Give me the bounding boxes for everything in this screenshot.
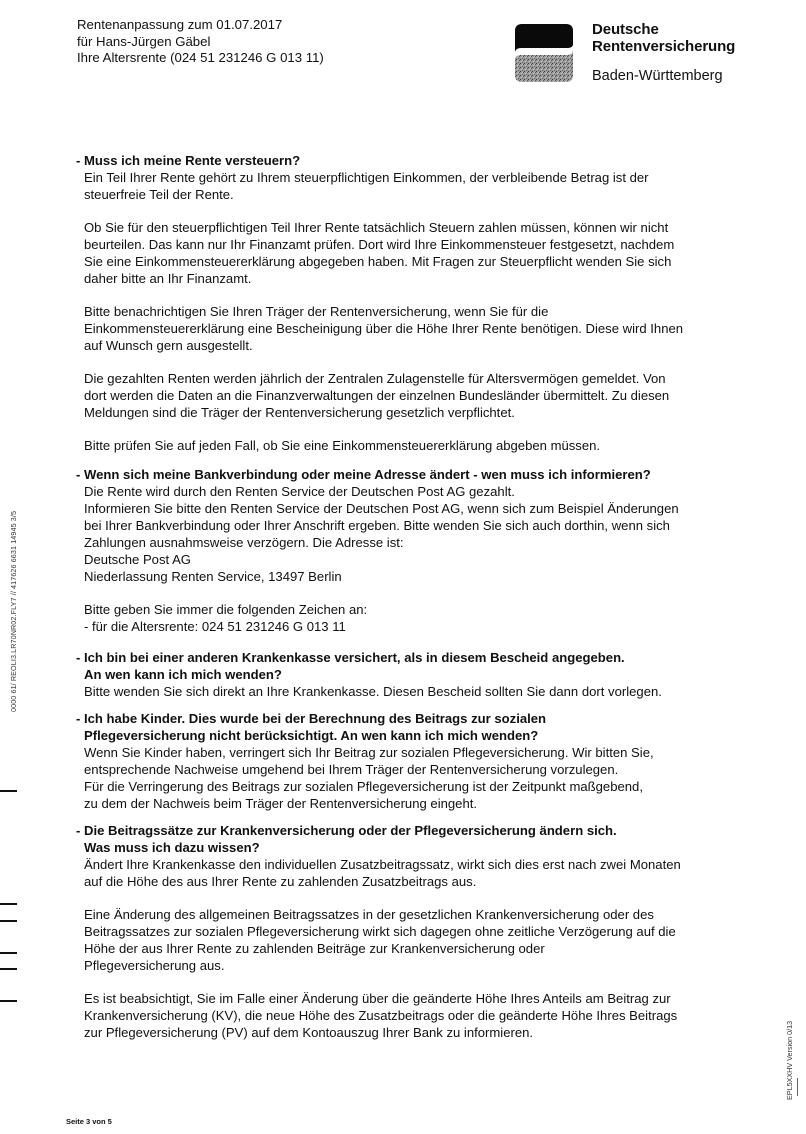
faq-question-text — [84, 710, 756, 744]
faq-section — [76, 466, 756, 635]
reference-recipient: für Hans-Jürgen Gäbel — [77, 33, 211, 49]
form-version-code: EPL5XXHV Version 0/13 — [785, 1020, 794, 1100]
margin-rule — [797, 1078, 798, 1096]
answer-line: Höhe der aus Ihrer Rente zu zahlenden Beiträge zur Krankenversicherung oder — [84, 941, 545, 956]
print-control-code: 0000 61/ REOLI3.LR70NR02.FLY7 // 417626 6631 14945 3/5 — [9, 510, 18, 712]
answer-line: Einkommensteuererklärung eine Bescheinigung über die Höhe Ihrer Rente benötigen. Diese wird Ihnen — [84, 321, 684, 336]
answer-paragraph — [84, 856, 756, 890]
answer-line: Beitragssatzes zur sozialen Pflegeversicherung wirkt sich dagegen ohne zeitliche Verzögerung auf die — [84, 924, 676, 939]
answer-paragraph — [84, 219, 756, 287]
scan-mark — [0, 952, 17, 954]
faq-question — [76, 822, 756, 856]
answer-paragraph — [84, 906, 756, 974]
answer-line: Niederlassung Renten Service, 13497 Berlin — [84, 569, 342, 584]
letter-reference — [77, 17, 324, 67]
answer-line: entsprechende Nachweise umgehend bei Ihrem Träger der Rentenversicherung vorzulegen. — [84, 762, 619, 777]
faq-answer — [76, 683, 756, 700]
faq-section — [76, 649, 756, 700]
question-line: Ich bin bei einer anderen Krankenkasse versichert, als in diesem Bescheid angegeben. — [84, 650, 625, 665]
drv-logo-icon — [515, 24, 573, 82]
answer-line: auf Wunsch gern ausgestellt. — [84, 338, 253, 353]
reference-title: Rentenanpassung zum 01.07.2017 — [77, 17, 283, 32]
question-line: Ich habe Kinder. Dies wurde bei der Berechnung des Beitrags zur sozialen — [84, 711, 547, 726]
answer-line: Deutsche Post AG — [84, 552, 191, 567]
answer-line: Ändert Ihre Krankenkasse den individuellen Zusatzbeitragssatz, wirkt sich dies erst nach zwei Monaten — [84, 857, 681, 872]
faq-question — [76, 649, 756, 683]
answer-line: steuerfreie Teil der Rente. — [84, 187, 234, 202]
faq-answer — [76, 856, 756, 1041]
answer-paragraph — [84, 169, 756, 203]
reference-pension-number: Ihre Altersrente (024 51 231246 G 013 11) — [77, 50, 324, 65]
answer-line: zur Pflegeversicherung (PV) auf dem Kontoauszug Ihrer Bank zu informieren. — [84, 1025, 534, 1040]
answer-line: Bitte prüfen Sie auf jeden Fall, ob Sie eine Einkommensteuererklärung abgeben müssen. — [84, 438, 601, 453]
scan-mark — [0, 903, 17, 905]
answer-line: Eine Änderung des allgemeinen Beitragssatzes in der gesetzlichen Krankenversicherung oder des — [84, 907, 654, 922]
bullet-dash: - — [76, 467, 81, 482]
answer-line: auf die Höhe des aus Ihrer Rente zu zahlenden Zusatzbeitrags aus. — [84, 874, 477, 889]
answer-line: Bitte benachrichtigen Sie Ihren Träger der Rentenversicherung, wenn Sie für die — [84, 304, 549, 319]
faq-content — [76, 152, 756, 1041]
answer-paragraph — [84, 990, 756, 1041]
answer-paragraph — [84, 744, 756, 812]
brand-name-line2: Rentenversicherung — [592, 37, 736, 55]
faq-question-text — [84, 822, 756, 856]
bullet-dash: - — [76, 153, 81, 168]
faq-question-text — [84, 466, 756, 483]
brand-name — [592, 22, 735, 55]
answer-line: zu dem der Nachweis beim Träger der Rentenversicherung eingeht. — [84, 796, 478, 811]
answer-line: dort werden die Daten an die Finanzverwaltungen der einzelnen Bundesländer übermittelt. Zu diesen — [84, 388, 670, 403]
answer-paragraph — [84, 683, 756, 700]
answer-line: Bitte wenden Sie sich direkt an Ihre Krankenkasse. Diesen Bescheid sollten Sie dann dort vorlegen. — [84, 684, 662, 699]
fold-mark — [0, 790, 17, 792]
page-number: Seite 3 von 5 — [66, 1117, 112, 1126]
faq-section — [76, 710, 756, 812]
answer-line: Krankenversicherung (KV), die neue Höhe des Zusatzbeitrags oder die geänderte Höhe Ihres Beitrags — [84, 1008, 678, 1023]
answer-line: Pflegeversicherung aus. — [84, 958, 225, 973]
answer-paragraph — [84, 601, 756, 635]
faq-question-text — [84, 649, 756, 683]
answer-line: bei Ihrer Bankverbindung oder Ihrer Anschrift ergeben. Bitte wenden Sie sich auch dorthin, wenn sich — [84, 518, 670, 533]
question-line: Die Beitragssätze zur Krankenversicherung oder der Pflegeversicherung ändern sich. — [84, 823, 617, 838]
scan-mark — [0, 920, 17, 922]
answer-paragraph — [84, 370, 756, 421]
faq-answer — [76, 169, 756, 454]
answer-line: Zahlungen ausnahmsweise verzögern. Die Adresse ist: — [84, 535, 404, 550]
faq-question — [76, 152, 756, 169]
faq-section — [76, 152, 756, 454]
brand-region: Baden-Württemberg — [592, 68, 723, 84]
answer-line: Informieren Sie bitte den Renten Service der Deutschen Post AG, wenn sich zum Beispiel Änderungen — [84, 501, 679, 516]
question-line: Pflegeversicherung nicht berücksichtigt. An wen kann ich mich wenden? — [84, 728, 539, 743]
answer-line: daher bitte an Ihr Finanzamt. — [84, 271, 252, 286]
bullet-dash: - — [76, 711, 81, 726]
answer-line: Die Rente wird durch den Renten Service der Deutschen Post AG gezahlt. — [84, 484, 515, 499]
answer-line: Meldungen sind die Träger der Rentenversicherung gesetzlich verpflichtet. — [84, 405, 515, 420]
answer-paragraph — [84, 303, 756, 354]
answer-line: Es ist beabsichtigt, Sie im Falle einer Änderung über die geänderte Höhe Ihres Anteils am Beitrag zur — [84, 991, 671, 1006]
faq-question — [76, 710, 756, 744]
brand-name-line1: Deutsche — [592, 21, 659, 38]
answer-line: Für die Verringerung des Beitrags zur sozialen Pflegeversicherung ist der Zeitpunkt maßgebend, — [84, 779, 643, 794]
scan-mark — [0, 1000, 17, 1002]
answer-paragraph — [84, 437, 756, 454]
answer-paragraph — [84, 483, 756, 585]
answer-line: beurteilen. Das kann nur Ihr Finanzamt prüfen. Dort wird Ihre Einkommensteuer festgesetzt, nachdem — [84, 237, 675, 252]
faq-question-text — [84, 152, 756, 169]
bullet-dash: - — [76, 650, 81, 665]
question-line: Muss ich meine Rente versteuern? — [84, 153, 301, 168]
answer-line: Die gezahlten Renten werden jährlich der Zentralen Zulagenstelle für Altersvermögen gemeldet. Von — [84, 371, 666, 386]
question-line: Was muss ich dazu wissen? — [84, 840, 260, 855]
scan-mark — [0, 968, 17, 970]
answer-line: - für die Altersrente: 024 51 231246 G 013 11 — [84, 619, 346, 634]
answer-line: Ein Teil Ihrer Rente gehört zu Ihrem steuerpflichtigen Einkommen, der verbleibende Betrag ist der — [84, 170, 649, 185]
question-line: Wenn sich meine Bankverbindung oder meine Adresse ändert - wen muss ich informieren? — [84, 467, 651, 482]
faq-answer — [76, 744, 756, 812]
question-line: An wen kann ich mich wenden? — [84, 667, 282, 682]
answer-line: Ob Sie für den steuerpflichtigen Teil Ihrer Rente tatsächlich Steuern zahlen müssen, können wir nicht — [84, 220, 669, 235]
faq-question — [76, 466, 756, 483]
bullet-dash: - — [76, 823, 81, 838]
answer-line: Sie eine Einkommensteuererklärung abgegeben haben. Mit Fragen zur Steuerpflicht wenden Sie sich — [84, 254, 672, 269]
answer-line: Bitte geben Sie immer die folgenden Zeichen an: — [84, 602, 368, 617]
faq-answer — [76, 483, 756, 635]
faq-section — [76, 822, 756, 1041]
answer-line: Wenn Sie Kinder haben, verringert sich Ihr Beitrag zur sozialen Pflegeversicherung. Wir bitten Sie, — [84, 745, 654, 760]
